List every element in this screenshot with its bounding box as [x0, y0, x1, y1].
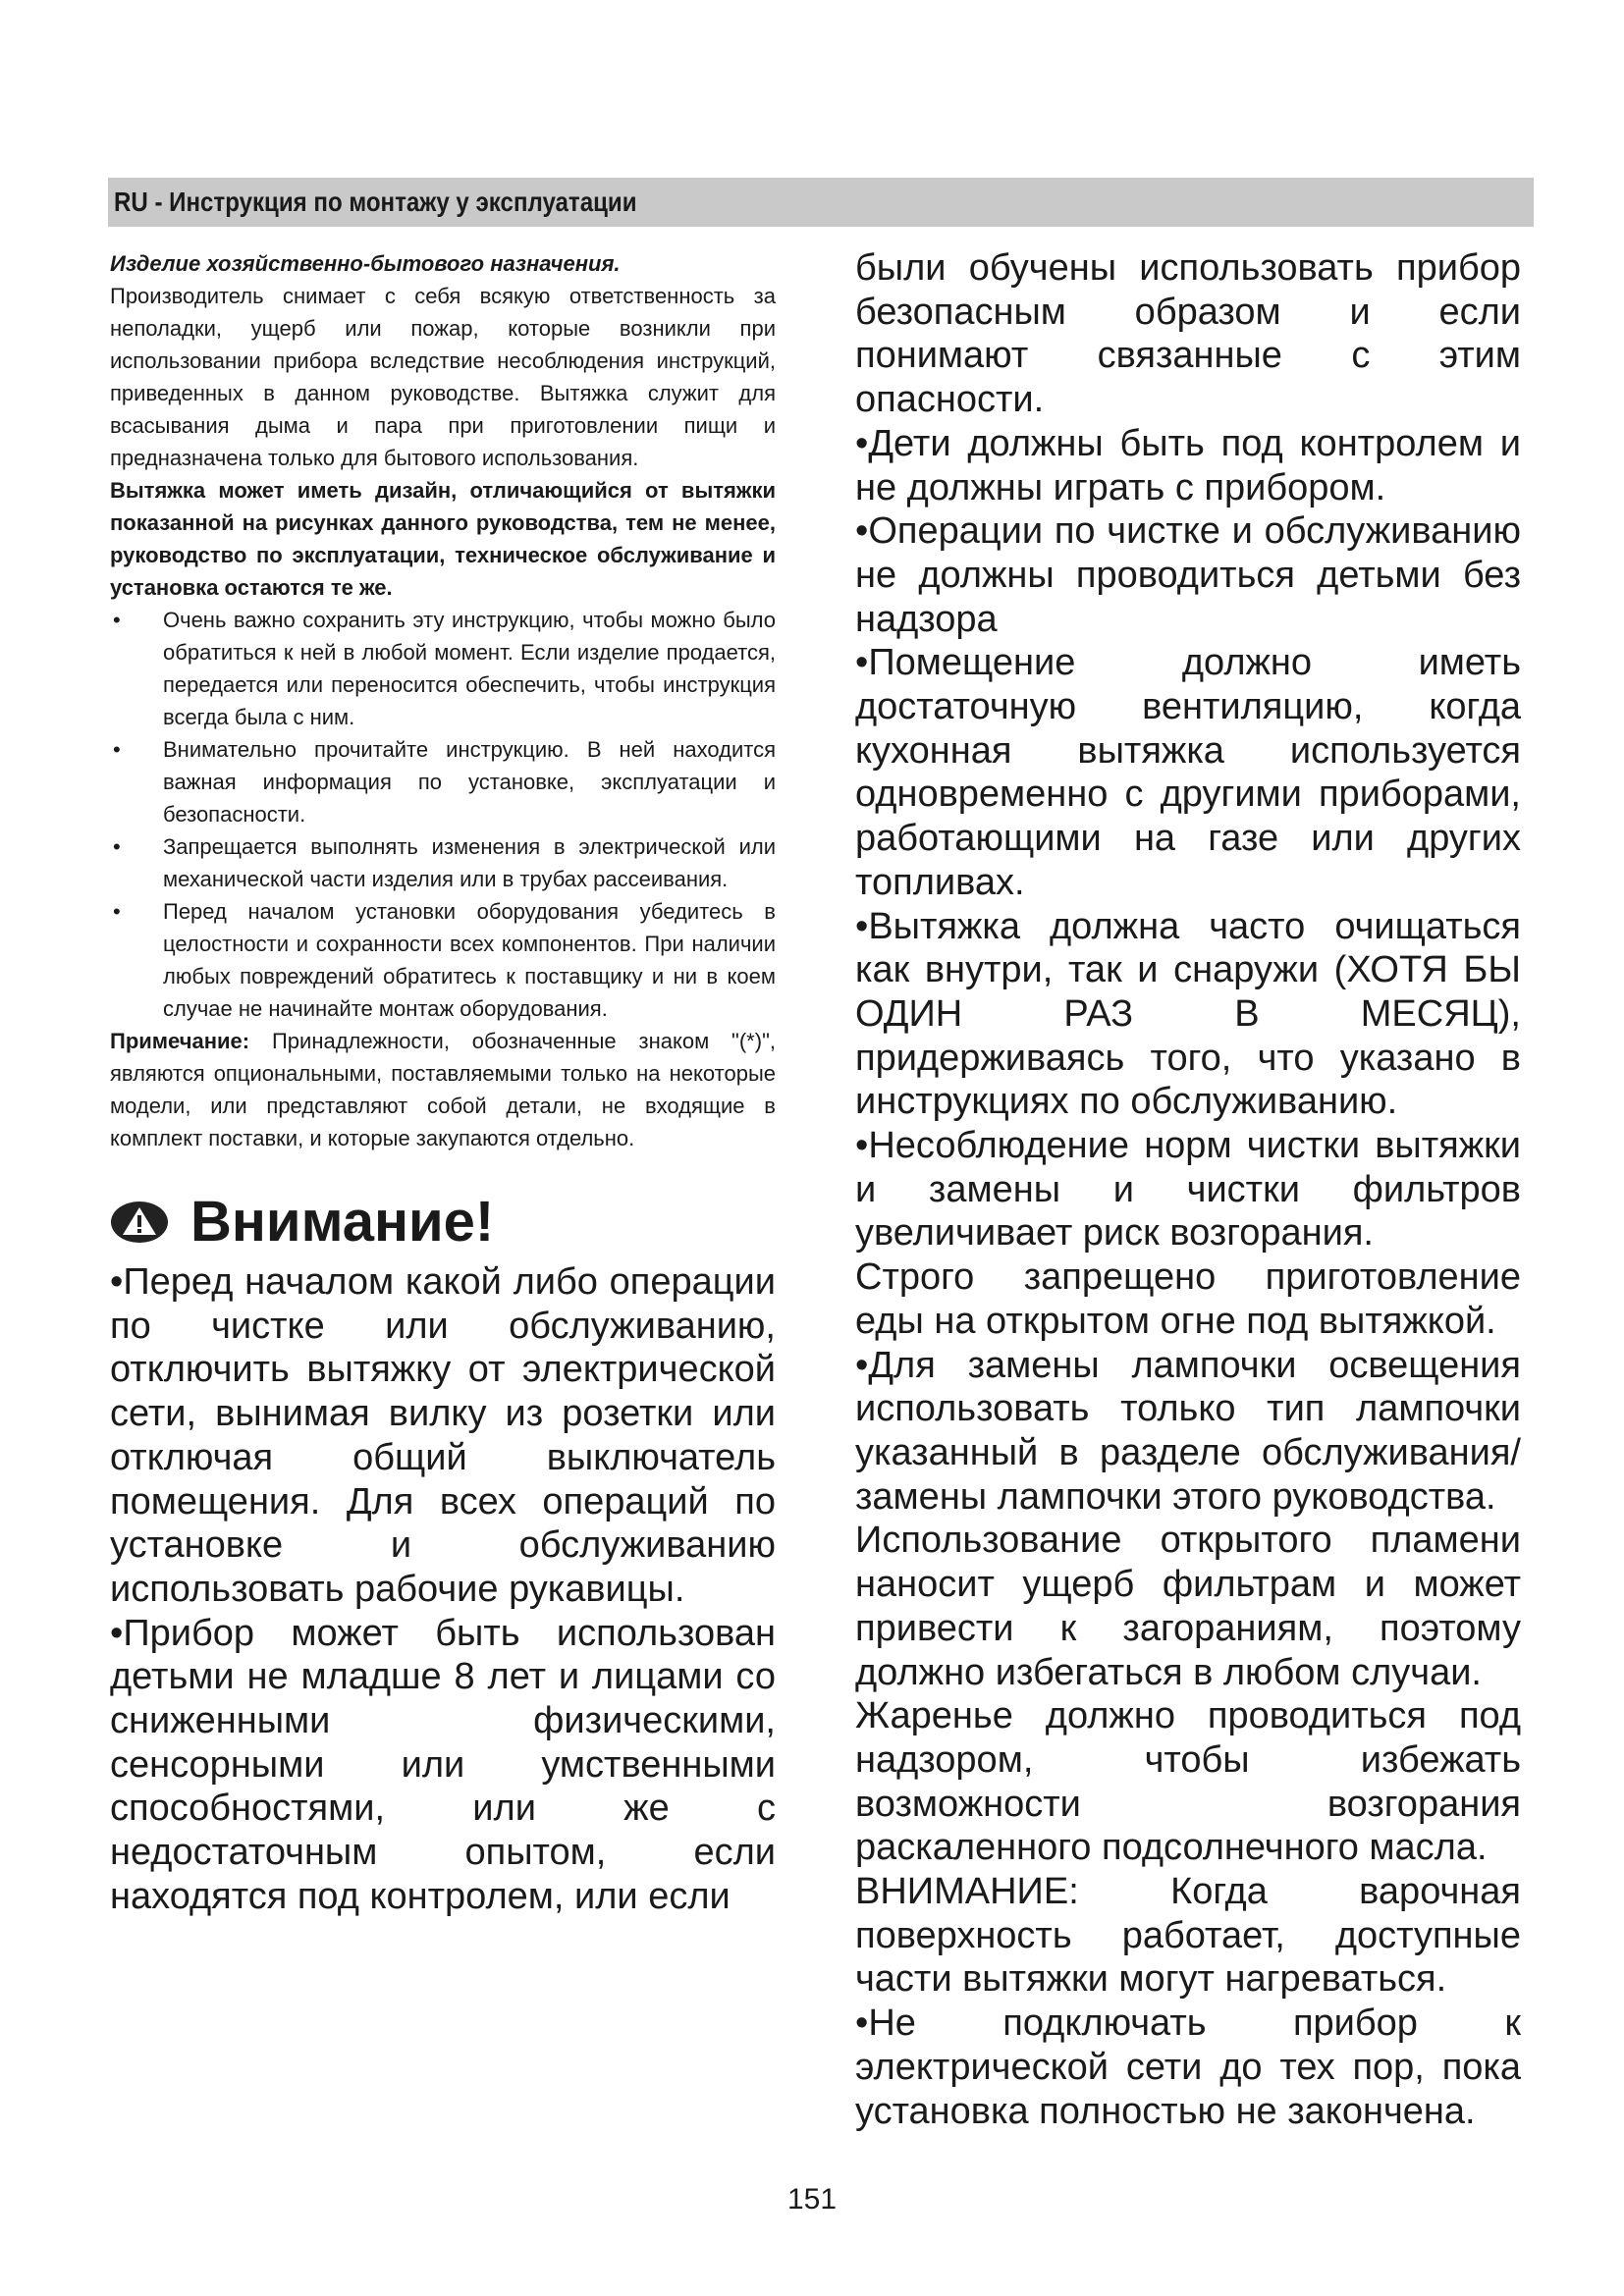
warning-paragraph: • Прибор может быть использован детьми не младше 8 лет и лицами со сниженными физическими, сенсорными или умственными способностями, или же с недостаточным опытом, если находятся под контролем, или если [110, 1612, 776, 1919]
warning-paragraph: • Перед началом какой либо операции по чистке или обслуживанию, отключить вытяжку от электрической сети, вынимая вилку из розетки или отключая общий выключатель помещения. Для всех операций по установке и обслуживанию использовать рабочие рукавицы. [110, 1260, 776, 1612]
list-item [110, 830, 776, 895]
warning-triangle-icon [110, 1201, 169, 1244]
safety-paragraph: • Помещение должно иметь достаточную вентиляцию, когда кухонная вытяжка используется одновременно с другими приборами, работающими на газе или других топливах. [855, 641, 1521, 904]
warning-text-block [110, 1260, 776, 1919]
bullet-mark: • [113, 737, 121, 762]
page-number: 151 [786, 2183, 838, 2216]
list-item-text: Очень важно сохранить эту инструкцию, чтобы можно было обратиться к ней в любой момент. Если изделие продается, передается или переносится обеспечить, чтобы инструкция всегда была с ним. [163, 608, 776, 729]
safety-paragraph: Жаренье должно проводиться под надзором, чтобы избежать возможности возгорания раскаленного подсолнечного масла. [855, 1695, 1521, 1869]
safety-paragraph: • Дети должны быть под контролем и не должны играть с прибором. [855, 422, 1521, 509]
warning-heading [110, 1190, 776, 1255]
list-item [110, 895, 776, 1025]
safety-paragraph: • Не подключать прибор к электрической сети до тех пор, пока установка полностью не закончена. [855, 2002, 1521, 2133]
safety-paragraph: Строго запрещено приготовление еды на открытом огне под вытяжкой. [855, 1256, 1521, 1342]
note-label: Примечание: [110, 1029, 250, 1053]
warning-title: Внимание! [190, 1190, 495, 1254]
list-item-text: Перед началом установки оборудования убедитесь в целостности и сохранности всех компонентов. При наличии любых повреждений обратитесь к поставщику и ни в коем случае не начинайте монтаж оборудования. [163, 899, 776, 1021]
list-item-text: Запрещается выполнять изменения в электрической или механической части изделия или в трубах рассеивания. [163, 834, 776, 891]
design-note: Вытяжка может иметь дизайн, отличающийся от вытяжки показанной на рисунках данного руководства, тем не менее, руководство по эксплуатации, техническое обслуживание и установка остаются те же. [110, 478, 776, 600]
safety-bullet-list [110, 604, 776, 1025]
accessories-note [110, 1025, 776, 1154]
list-item [110, 604, 776, 733]
note-text: Принадлежности, обозначенные знаком "(*)", являются опциональными, поставляемыми только на некоторые модели, или представляют собой детали, не входящие в комплект поставки, и которые закупаются отдельно. [110, 1029, 776, 1150]
bullet-mark: • [113, 608, 121, 632]
safety-paragraph: • Несоблюдение норм чистки вытяжки и замены и чистки фильтров увеличивает риск возгорания. [855, 1124, 1521, 1255]
bullet-mark: • [113, 834, 121, 859]
safety-paragraph: ВНИМАНИЕ: Когда варочная поверхность работает, доступные части вытяжки могут нагреваться. [855, 1871, 1521, 2001]
section-title: RU - Инструкция по монтажу у эксплуатации [114, 187, 637, 217]
left-column [110, 247, 776, 1919]
safety-paragraph: • Вытяжка должна часто очищаться как внутри, так и снаружи (ХОТЯ БЫ ОДИН РАЗ В МЕСЯЦ), придерживаясь того, что указано в инструкциях по обслуживанию. [855, 905, 1521, 1125]
right-column [855, 246, 1521, 2133]
list-item-text: Внимательно прочитайте инструкцию. В ней находится важная информация по установке, эксплуатации и безопасности. [163, 737, 776, 827]
intro-block [110, 247, 776, 1154]
intro-heading: Изделие хозяйственно-бытового назначения. [110, 251, 621, 276]
safety-paragraph: • Операции по чистке и обслуживанию не должны проводиться детьми без надзора [855, 509, 1521, 641]
list-item [110, 733, 776, 830]
safety-paragraph: • Для замены лампочки освещения использовать только тип лампочки указанный в разделе обслуживания/замены лампочки этого руководства. [855, 1344, 1521, 1520]
intro-text: Производитель снимает с себя всякую ответственность за неполадки, ущерб или пожар, которые возникли при использовании прибора вследствие несоблюдения инструкций, приведенных в данном руководстве. Вытяжка служит для всасывания дыма и пара при приготовлении пищи и предназначена только для бытового использования. [110, 284, 776, 470]
safety-paragraph: Использование открытого пламени наносит ущерб фильтрам и может привести к загораниям, поэтому должно избегаться в любом случаи. [855, 1520, 1521, 1693]
safety-paragraph: были обучены использовать прибор безопасным образом и если понимают связанные с этим опасности. [855, 247, 1521, 421]
section-header [108, 178, 1534, 227]
bullet-mark: • [113, 899, 121, 924]
